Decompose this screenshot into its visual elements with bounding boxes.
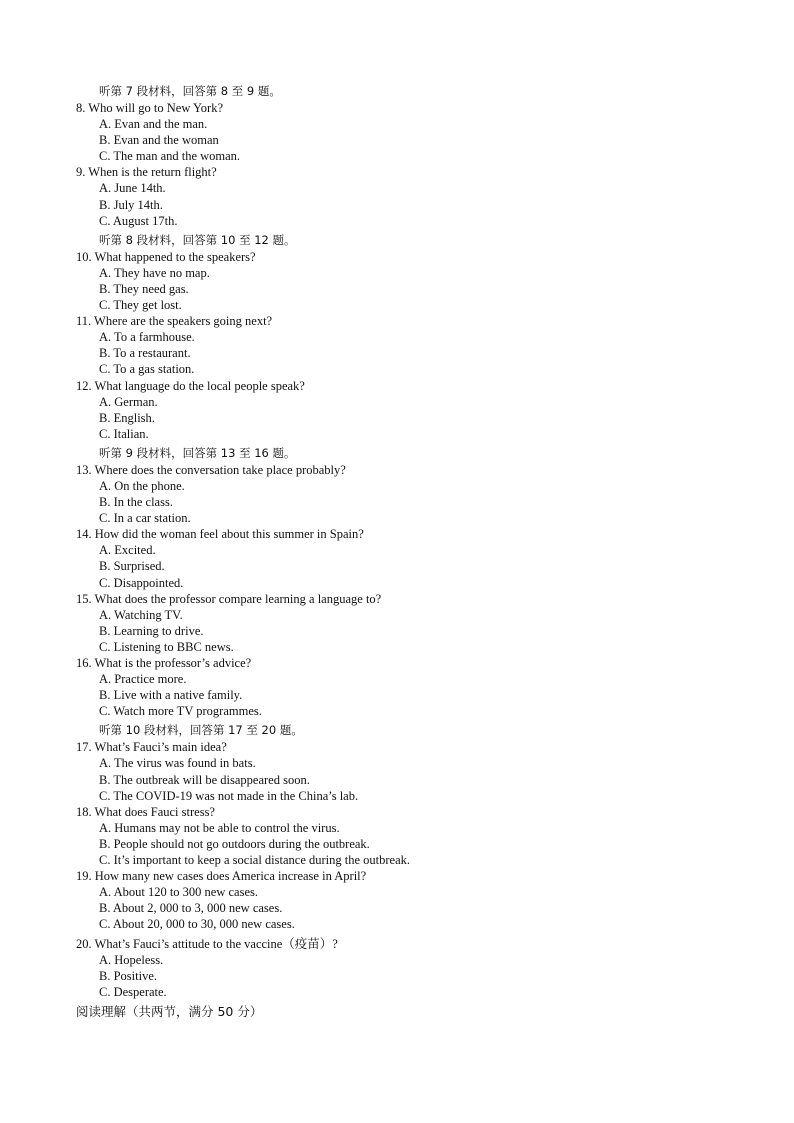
section-instruction: 听第 7 段材料，回答第 8 至 9 题。 xyxy=(99,84,281,98)
option-17a: A. The virus was found in bats. xyxy=(99,756,256,771)
question-20: 20. What’s Fauci’s attitude to the vaccine（疫苗）? xyxy=(76,936,338,951)
option-19c: C. About 20, 000 to 30, 000 new cases. xyxy=(99,917,295,932)
option-10b: B. They need gas. xyxy=(99,281,189,296)
option-16c: C. Watch more TV programmes. xyxy=(99,704,262,719)
question-8: 8. Who will go to New York? xyxy=(76,101,223,115)
question-16: 16. What is the professor’s advice? xyxy=(76,656,252,670)
option-18b: B. People should not go outdoors during the outbreak. xyxy=(99,836,370,851)
question-12: 12. What language do the local people speak? xyxy=(76,378,305,393)
question-9: 9. When is the return flight? xyxy=(76,165,217,180)
option-10a: A. They have no map. xyxy=(99,265,210,280)
option-13c: C. In a car station. xyxy=(99,511,191,526)
section-instruction: 听第 8 段材料，回答第 10 至 12 题。 xyxy=(99,232,296,247)
option-11a: A. To a farmhouse. xyxy=(99,330,195,345)
option-20c: C. Desperate. xyxy=(99,984,167,999)
question-10: 10. What happened to the speakers? xyxy=(76,249,256,264)
option-18c: C. It’s important to keep a social distance during the outbreak. xyxy=(99,853,411,868)
option-19a: A. About 120 to 300 new cases. xyxy=(99,885,259,900)
option-8b: B. Evan and the woman xyxy=(99,133,219,148)
question-17: 17. What’s Fauci’s main idea? xyxy=(76,740,227,755)
option-20a: A. Hopeless. xyxy=(99,952,164,967)
reading-section-heading: 阅读理解（共两节，满分 50 分） xyxy=(76,1003,263,1019)
question-19: 19. How many new cases does America increase in April? xyxy=(76,869,367,884)
question-15: 15. What does the professor compare learning a language to? xyxy=(76,591,382,606)
option-16b: B. Live with a native family. xyxy=(99,688,243,703)
section-instruction: 听第 10 段材料，回答第 17 至 20 题。 xyxy=(99,723,303,738)
option-11b: B. To a restaurant. xyxy=(99,346,191,361)
option-12b: B. English. xyxy=(99,410,155,425)
option-9c: C. August 17th. xyxy=(99,213,178,228)
option-14a: A. Excited. xyxy=(99,543,156,558)
question-18: 18. What does Fauci stress? xyxy=(76,804,215,819)
option-20b: B. Positive. xyxy=(99,968,157,983)
option-13a: A. On the phone. xyxy=(99,478,185,493)
option-12a: A. German. xyxy=(99,394,158,409)
option-14b: B. Surprised. xyxy=(99,559,165,574)
section-instruction: 听第 9 段材料，回答第 13 至 16 题。 xyxy=(99,445,296,460)
document-page xyxy=(0,80,794,1022)
option-9b: B. July 14th. xyxy=(99,197,163,212)
option-16a: A. Practice more. xyxy=(99,672,187,687)
option-8a: A. Evan and the man. xyxy=(99,117,208,132)
option-8c: C. The man and the woman. xyxy=(99,149,241,164)
option-10c: C. They get lost. xyxy=(99,298,182,313)
question-14: 14. How did the woman feel about this summer in Spain? xyxy=(76,527,364,542)
question-13: 13. Where does the conversation take place probably? xyxy=(76,462,346,477)
question-11: 11. Where are the speakers going next? xyxy=(76,314,273,329)
option-17b: B. The outbreak will be disappeared soon. xyxy=(99,772,310,787)
option-19b: B. About 2, 000 to 3, 000 new cases. xyxy=(99,901,283,916)
option-17c: C. The COVID-19 was not made in the China’s lab. xyxy=(99,788,359,803)
option-14c: C. Disappointed. xyxy=(99,575,184,590)
option-11c: C. To a gas station. xyxy=(99,362,195,377)
option-13b: B. In the class. xyxy=(99,495,173,510)
option-12c: C. Italian. xyxy=(99,426,149,441)
option-15b: B. Learning to drive. xyxy=(99,623,204,638)
option-18a: A. Humans may not be able to control the virus. xyxy=(99,820,340,835)
option-15a: A. Watching TV. xyxy=(99,607,183,622)
option-15c: C. Listening to BBC news. xyxy=(99,639,234,654)
option-9a: A. June 14th. xyxy=(99,181,166,196)
